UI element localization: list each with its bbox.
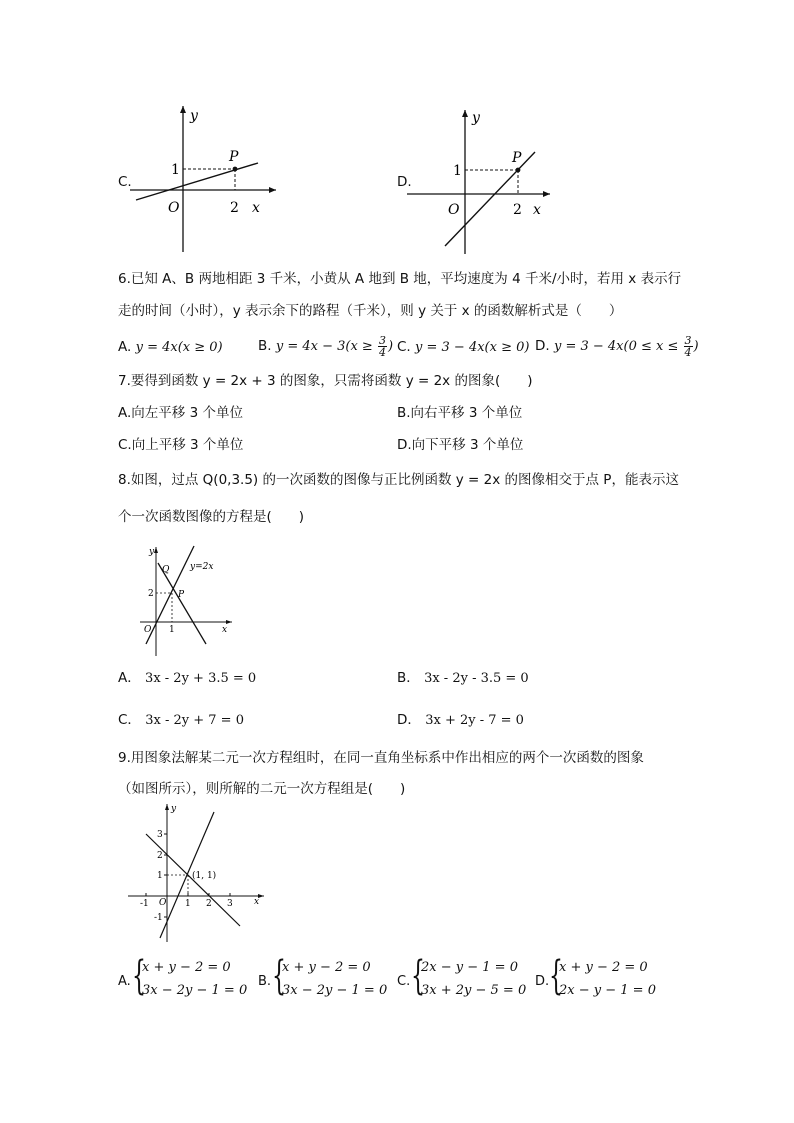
x-axis-label: x bbox=[254, 897, 260, 907]
origin-label: O bbox=[159, 898, 167, 908]
point-p-label: P bbox=[512, 150, 522, 166]
q7-stem: 7.要得到函数 y = 2x + 3 的图象，只需将函数 y = 2x 的图象( ) bbox=[118, 373, 533, 389]
tick-xm1: -1 bbox=[140, 899, 149, 909]
option-label: C． bbox=[118, 712, 141, 728]
option-label: A. bbox=[118, 974, 131, 989]
q6-option-b[interactable]: B. y = 4x − 3(x ≥ $\frac{3}{4}$ ) bbox=[258, 333, 394, 359]
option-text: y = 3 − 4x(0 ≤ x ≤ bbox=[553, 339, 683, 354]
q9-option-d[interactable] bbox=[535, 953, 670, 1002]
option-text: 3x - 2y + 7 = 0 bbox=[145, 713, 244, 728]
tick-x3: 3 bbox=[227, 899, 233, 909]
option-c-label[interactable]: C. bbox=[118, 174, 132, 190]
q9-stem-line2: （如图所示），则所解的二元一次方程组是( ) bbox=[118, 781, 406, 797]
y-axis-label: y bbox=[190, 108, 198, 124]
option-text: y = 4x(x ≥ 0) bbox=[135, 340, 223, 355]
option-label: A. bbox=[118, 339, 132, 355]
graph-q9-svg bbox=[124, 800, 269, 945]
tick-y3: 3 bbox=[157, 830, 163, 840]
q6-stem-line1: 6.已知 A、B 两地相距 3 千米，小黄从 A 地到 B 地，平均速度为 4 千米/小时，若用 x 表示行 bbox=[118, 271, 682, 287]
q7-option-b[interactable]: B.向右平移 3 个单位 bbox=[397, 405, 523, 421]
tick-2-label: 2 bbox=[513, 202, 522, 218]
tick-y2: 2 bbox=[157, 851, 163, 861]
tick-1-label: 1 bbox=[169, 625, 175, 635]
option-label: B. bbox=[258, 974, 272, 989]
option-label: D. bbox=[535, 974, 550, 989]
q6-option-a[interactable] bbox=[118, 338, 223, 357]
option-label: D. bbox=[535, 338, 550, 354]
left-brace: { bbox=[132, 953, 146, 999]
fraction: $\frac{3}{4}$ bbox=[684, 333, 692, 359]
option-label: D． bbox=[397, 712, 421, 728]
equation-1: 2x − y − 1 = 0 bbox=[421, 960, 518, 975]
q6-option-c[interactable] bbox=[397, 338, 529, 357]
fraction: $\frac{3}{4}$ bbox=[378, 333, 386, 359]
graph-q8-svg bbox=[140, 543, 240, 658]
option-text: y = 3 − 4x(x ≥ 0) bbox=[415, 340, 530, 355]
q9-stem-line1: 9.用图象法解某二元一次方程组时，在同一直角坐标系中作出相应的两个一次函数的图象 bbox=[118, 750, 644, 766]
y-axis-label: y bbox=[171, 804, 177, 814]
option-label: B． bbox=[397, 670, 420, 686]
point-p-label: P bbox=[229, 149, 239, 165]
left-brace: { bbox=[549, 953, 563, 999]
x-axis-label: x bbox=[252, 200, 260, 216]
origin-label: O bbox=[168, 200, 180, 216]
option-label: C. bbox=[397, 339, 411, 355]
equation-1: x + y − 2 = 0 bbox=[282, 960, 371, 975]
q8-option-a[interactable] bbox=[118, 669, 256, 688]
y-axis-label: y bbox=[149, 547, 155, 557]
q8-option-b[interactable] bbox=[397, 669, 529, 688]
equation-2: 2x − y − 1 = 0 bbox=[559, 983, 656, 998]
q7-option-c[interactable]: C.向上平移 3 个单位 bbox=[118, 437, 244, 453]
q9-option-c[interactable] bbox=[397, 953, 532, 1002]
tick-2-label: 2 bbox=[230, 200, 239, 216]
option-text: 3x - 2y - 3.5 = 0 bbox=[424, 671, 529, 686]
q6-stem-line2: 走的时间（小时），y 表示余下的路程（千米），则 y 关于 x 的函数解析式是（ ） bbox=[118, 303, 623, 319]
tick-x1: 1 bbox=[185, 899, 191, 909]
equation-1: x + y − 2 = 0 bbox=[142, 960, 231, 975]
line-label: y=2x bbox=[190, 562, 214, 572]
graph-option-c-svg bbox=[128, 100, 278, 260]
q6-option-d[interactable]: D. y = 3 − 4x(0 ≤ x ≤ $\frac{3}{4}$ ) bbox=[535, 333, 699, 359]
origin-label: O bbox=[448, 202, 460, 218]
graph-option-c bbox=[128, 100, 278, 260]
tick-2-label: 2 bbox=[148, 589, 154, 599]
q9-option-a[interactable] bbox=[118, 953, 253, 1002]
tick-1-label: 1 bbox=[453, 163, 462, 179]
q8-stem-line1: 8.如图，过点 Q(0,3.5) 的一次函数的图像与正比例函数 y = 2x 的图像相交于点 P，能表示这 bbox=[118, 472, 679, 488]
left-brace: { bbox=[272, 953, 286, 999]
graph-q9 bbox=[124, 800, 269, 945]
equation-1: x + y − 2 = 0 bbox=[559, 960, 648, 975]
option-label: B. bbox=[258, 338, 272, 354]
intersection-label: (1, 1) bbox=[192, 871, 217, 881]
option-text: y = 4x − 3(x ≥ bbox=[275, 339, 377, 354]
equation-2: 3x − 2y − 1 = 0 bbox=[142, 983, 248, 998]
q8-option-d[interactable] bbox=[397, 711, 524, 730]
tick-x2: 2 bbox=[206, 899, 212, 909]
equation-2: 3x + 2y − 5 = 0 bbox=[421, 983, 527, 998]
origin-label: O bbox=[144, 625, 152, 635]
graph-q8 bbox=[140, 543, 240, 658]
q8-stem-line2: 个一次函数图像的方程是( ) bbox=[118, 509, 305, 525]
tick-y1: 1 bbox=[157, 871, 163, 881]
y-axis-label: y bbox=[472, 110, 480, 126]
tick-1-label: 1 bbox=[171, 162, 180, 178]
left-brace: { bbox=[411, 953, 425, 999]
option-label: A． bbox=[118, 670, 141, 686]
q9-option-b[interactable] bbox=[258, 953, 393, 1002]
option-text: 3x - 2y + 3.5 = 0 bbox=[145, 671, 257, 686]
q7-option-a[interactable]: A.向左平移 3 个单位 bbox=[118, 405, 243, 421]
point-p-label: P bbox=[178, 590, 185, 600]
q7-option-d[interactable]: D.向下平移 3 个单位 bbox=[397, 437, 524, 453]
option-d-label[interactable]: D. bbox=[397, 174, 412, 190]
graph-option-d bbox=[405, 106, 555, 256]
graph-option-d-svg bbox=[405, 106, 555, 256]
option-text: 3x + 2y - 7 = 0 bbox=[425, 713, 524, 728]
equation-2: 3x − 2y − 1 = 0 bbox=[282, 983, 388, 998]
tick-ym1: -1 bbox=[154, 913, 163, 923]
option-label: C. bbox=[397, 974, 411, 989]
x-axis-label: x bbox=[533, 202, 541, 218]
q8-option-c[interactable] bbox=[118, 711, 244, 730]
x-axis-label: x bbox=[222, 625, 228, 635]
point-q-label: Q bbox=[162, 565, 170, 575]
